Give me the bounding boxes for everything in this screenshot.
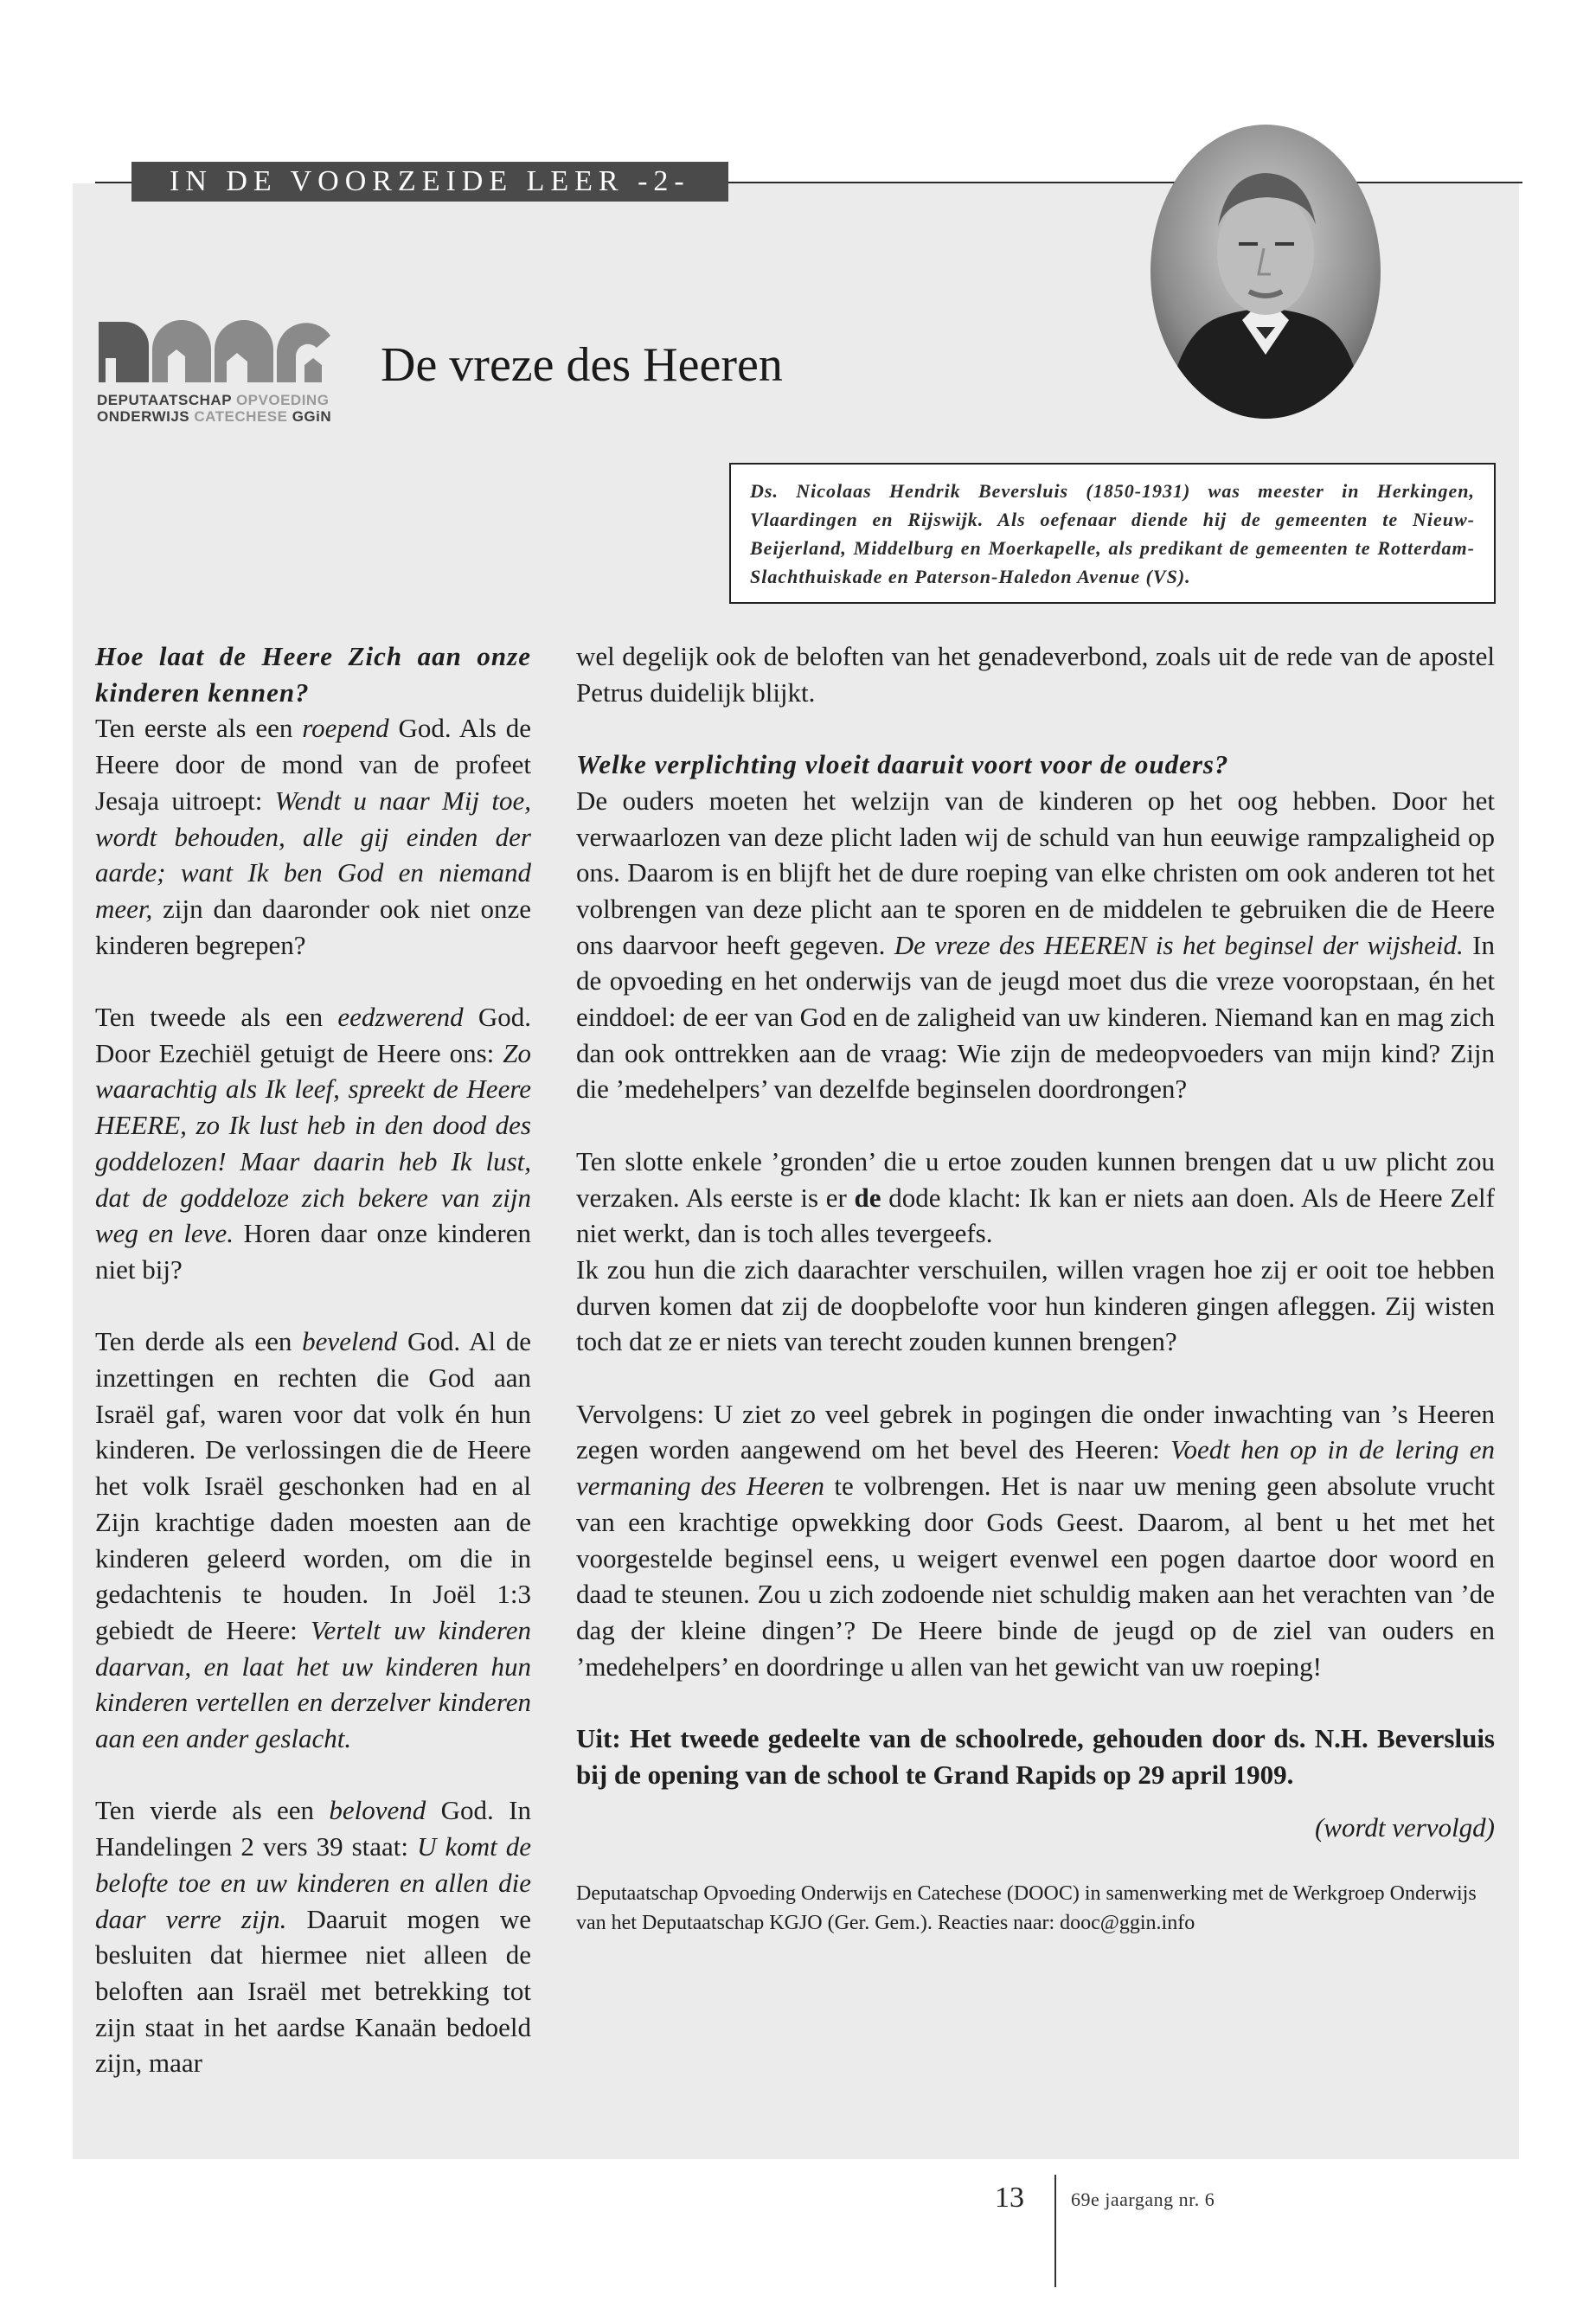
text: zijn dan daaronder ook niet onze kinderen begrepen? bbox=[95, 893, 531, 960]
paragraph-roepend bbox=[95, 710, 531, 963]
logo-caption bbox=[97, 392, 374, 425]
text: Ten vierde als een bbox=[95, 1795, 330, 1826]
emphasis: belovend bbox=[329, 1795, 426, 1826]
text: Ten slotte enkele ’gronden’ die u ertoe zouden kunnen brengen dat u uw plicht zou verzaken. Als eerste is er bbox=[576, 1145, 1495, 1213]
paragraph-genadeverbond: wel degelijk ook de beloften van het genadeverbond, zoals uit de rede van de apostel Petrus duidelijk blijkt. bbox=[576, 641, 1495, 708]
logo-text-onderwijs: ONDERWIJS bbox=[97, 408, 190, 425]
paragraph-gronden bbox=[576, 1144, 1495, 1252]
logo-text-catechese: CATECHESE bbox=[189, 408, 288, 425]
paragraph-verplichting bbox=[576, 783, 1495, 1107]
text: Horen daar onze kinderen niet bij? bbox=[95, 1218, 531, 1285]
text: In de opvoeding en het onderwijs van de jeugd moet dus die vreze vooropstaan, én het einddoel: de eer van God en de zaligheid van uw kinderen. Niemand kan en mag zich dan ook onttrekken aan de vraag: Wie zijn de medeopvoeders van mijn kind? Zijn die ’medehelpers’ van dezelfde beginselen doordrongen? bbox=[576, 929, 1495, 1105]
text: Daaruit mogen we besluiten dat hiermee niet alleen de beloften aan Israël met betrekking tot zijn staat in het aardse Kanaän bedoeld zijn, maar bbox=[95, 1903, 531, 2079]
right-column bbox=[576, 638, 1495, 1938]
scripture-quote: Wendt u naar Mij toe, wordt behouden, alle gij einden der aarde; want Ik ben God en niemand meer, bbox=[95, 785, 531, 924]
section-banner: IN DE VOORZEIDE LEER -2- bbox=[131, 162, 728, 202]
page-title: De vreze des Heeren bbox=[381, 338, 783, 392]
emphasis: roepend bbox=[302, 713, 389, 744]
text: te volbrengen. Het is naar uw mening geen absolute vrucht van een krachtige opwekking door Gods Geest. Daarom, al bent u het met het voorgestelde beginsel eens, u weigert evenwel een pogen daartoe door woord en daad te steunen. Zou u zich zodoende niet schuldig maken aan het verachten van ’de dag der kleine dingen’? De Heere binde de jeugd op de ziel van ouders en ’medehelpers’ en doordringe u allen van het gewicht van uw roeping! bbox=[576, 1471, 1496, 1682]
continued-note: (wordt vervolgd) bbox=[1314, 1812, 1495, 1843]
page-number: 13 bbox=[995, 2182, 1024, 2214]
scripture-quote: Voedt hen op in de lering en vermaning des Heeren bbox=[576, 1434, 1495, 1502]
text: God. Door Ezechiël getuigt de Heere ons: bbox=[95, 1002, 532, 1068]
logo-text-opvoeding: OPVOEDING bbox=[231, 392, 330, 408]
footer-divider bbox=[1054, 2175, 1056, 2287]
text: Ten eerste als een bbox=[95, 713, 303, 744]
left-question-heading: Hoe laat de Heere Zich aan onze kinderen kennen? bbox=[95, 641, 531, 708]
paragraph-vervolgens bbox=[576, 1396, 1495, 1685]
issue-info: 69e jaargang nr. 6 bbox=[1071, 2189, 1215, 2210]
paragraph-eedzwerend bbox=[95, 999, 531, 1288]
portrait-caption: Ds. Nicolaas Hendrik Beversluis (1850-1931) was meester in Herkingen, Vlaardingen en Rijswijk. Als oefenaar diende hij de gemeenten te Nieuw-Beijerland, Middelburg en Moerkapelle, als predikant de gemeenten te Rotterdam-Slachthuiskade en Paterson-Haledon Avenue (VS). bbox=[729, 463, 1496, 604]
scripture-quote: Zo waarachtig als Ik leef, spreekt de Heere HEERE, zo Ik lust heb in den dood des goddelozen! Maar daarin heb Ik lust, dat de goddeloze zich bekere van zijn weg en leve. bbox=[95, 1037, 531, 1249]
emphasis: eedzwerend bbox=[337, 1002, 464, 1033]
scripture-quote: De vreze des HEEREN is het beginsel der wijsheid. bbox=[894, 929, 1464, 960]
portrait-photo bbox=[1149, 123, 1382, 421]
text: God. Als de Heere door de mond van de profeet Jesaja uitroept: bbox=[95, 713, 531, 816]
paragraph-bevelend bbox=[95, 1324, 531, 1756]
text: God. Al de inzettingen en rechten die God aan Israël gaf, waren voor dat volk én hun kinderen. De verlossingen die de Heere het volk Israël geschonken had en al Zijn krachtige daden moesten aan de kinderen geleerd worden, om die in gedachtenis te houden. In Joël 1:3 gebiedt de Heere: bbox=[95, 1326, 532, 1645]
text: Ten derde als een bbox=[95, 1326, 303, 1357]
text: Ten tweede als een bbox=[95, 1002, 338, 1033]
logo-text-deputaatschap: DEPUTAATSCHAP bbox=[97, 392, 232, 408]
paragraph-belovend bbox=[95, 1792, 531, 2081]
paragraph-doopbelofte: Ik zou hun die zich daarachter verschuilen, willen vragen hoe zij er ooit toe hebben durven komen dat zij de doopbelofte voor hun kinderen gingen afleggen. Zij wisten toch dat ze er niets van terecht zouden kunnen brengen? bbox=[576, 1253, 1495, 1357]
bold-emphasis: de bbox=[854, 1182, 881, 1213]
dooc-footer-note: Deputaatschap Opvoeding Onderwijs en Catechese (DOOC) in samenwerking met de Werkgroep Onderwijs van het Deputaatschap KGJO (Ger. Gem.). Reacties naar: dooc@ggin.info bbox=[576, 1882, 1477, 1935]
emphasis: bevelend bbox=[302, 1326, 398, 1357]
left-column bbox=[95, 638, 531, 2081]
source-note: Uit: Het tweede gedeelte van de schoolrede, gehouden door ds. N.H. Beversluis bij de opening van de school te Grand Rapids op 29 april 1909. bbox=[576, 1723, 1495, 1790]
scripture-quote: Vertelt uw kinderen daarvan, en laat het uw kinderen hun kinderen vertellen en derzelver kinderen aan een ander geslacht. bbox=[95, 1614, 531, 1754]
text: Vervolgens: U ziet zo veel gebrek in pogingen die onder inwachting van ’s Heeren zegen worden aangewend om het bevel des Heeren: bbox=[576, 1398, 1495, 1465]
logo-text-ggin: GGiN bbox=[287, 408, 332, 425]
right-question-heading: Welke verplichting vloeit daaruit voort voor de ouders? bbox=[576, 749, 1229, 780]
text: dode klacht: Ik kan er niets aan doen. Als de Heere Zelf niet werkt, dan is toch alles tevergeefs. bbox=[576, 1182, 1495, 1249]
text: God. In Handelingen 2 vers 39 staat: bbox=[95, 1795, 531, 1862]
text: De ouders moeten het welzijn van de kinderen op het oog hebben. Door het verwaarlozen van deze plicht laden wij de schuld van hun eeuwige rampzaligheid op ons. Daarom is en blijft het de dure roeping van elke christen om ook anderen tot het volbrengen van deze plicht aan te sporen en de middelen te gebruiken die de Heere ons daarvoor heeft gegeven. bbox=[576, 785, 1495, 960]
scripture-quote: U komt de belofte toe en uw kinderen en allen die daar verre zijn. bbox=[95, 1831, 532, 1934]
